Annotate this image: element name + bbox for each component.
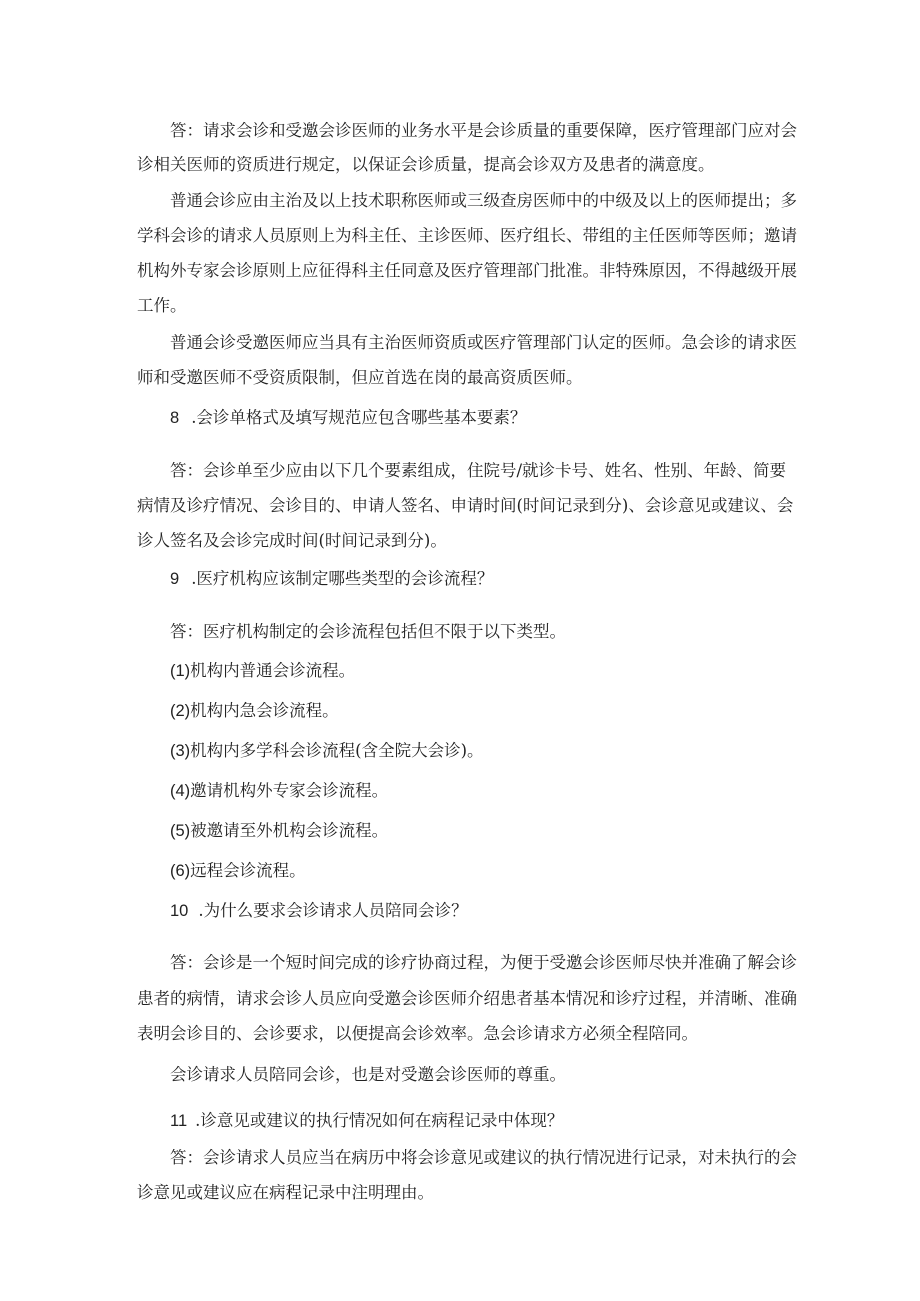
answer-line: 诊人签名及会诊完成时间(时间记录到分)。 [137, 531, 447, 550]
answer-line: 诊意见或建议应在病程记录中注明理由。 [137, 1183, 434, 1202]
question-text: .会诊单格式及填写规范应包含哪些基本要素？ [191, 408, 527, 427]
question-text: .为什么要求会诊请求人员陪同会诊？ [198, 901, 468, 920]
paragraph-line: 师和受邀医师不受资质限制，但应首选在岗的最高资质医师。 [137, 368, 583, 387]
answer-line: 表明会诊目的、会诊要求，以便提高会诊效率。急会诊请求方必须全程陪同。 [137, 1024, 698, 1043]
answer-line: 答：会诊单至少应由以下几个要素组成，住院号/就诊卡号、姓名、性别、年龄、简要 [170, 461, 787, 480]
list-item: (1)机构内普通会诊流程。 [170, 661, 356, 680]
paragraph-line: 普通会诊受邀医师应当具有主治医师资质或医疗管理部门认定的医师。急会诊的请求医 [170, 333, 797, 352]
answer-line: 答：会诊请求人员应当在病历中将会诊意见或建议的执行情况进行记录，对未执行的会 [170, 1148, 797, 1167]
paragraph-line: 工作。 [137, 296, 187, 315]
list-item: (3)机构内多学科会诊流程(含全院大会诊)。 [170, 741, 484, 760]
list-item: (5)被邀请至外机构会诊流程。 [170, 821, 389, 840]
question-11 [170, 1111, 563, 1131]
question-10 [170, 901, 468, 921]
paragraph-line: 答：请求会诊和受邀会诊医师的业务水平是会诊质量的重要保障，医疗管理部门应对会 [170, 121, 797, 140]
answer-line: 答：会诊是一个短时间完成的诊疗协商过程，为便于受邀会诊医师尽快并准确了解会诊 [170, 953, 797, 972]
answer-line: 患者的病情，请求会诊人员应向受邀会诊医师介绍患者基本情况和诊疗过程，并清晰、准确 [137, 989, 797, 1008]
question-number: 11 [170, 1112, 188, 1130]
answer-line: 会诊请求人员陪同会诊，也是对受邀会诊医师的尊重。 [170, 1065, 566, 1084]
paragraph-line: 学科会诊的请求人员原则上为科主任、主诊医师、医疗组长、带组的主任医师等医师；邀请 [137, 226, 797, 245]
list-item: (2)机构内急会诊流程。 [170, 701, 339, 720]
question-number: 9 [170, 570, 180, 588]
list-item: (4)邀请机构外专家会诊流程。 [170, 781, 389, 800]
question-number: 10 [170, 902, 189, 920]
question-number: 8 [170, 409, 180, 427]
paragraph-line: 机构外专家会诊原则上应征得科主任同意及医疗管理部门批准。非特殊原因，不得越级开展 [137, 261, 797, 280]
question-9 [170, 569, 493, 589]
question-text: .医疗机构应该制定哪些类型的会诊流程？ [191, 569, 494, 588]
answer-line: 病情及诊疗情况、会诊目的、申请人签名、申请时间(时间记录到分)、会诊意见或建议、会 [137, 496, 794, 515]
question-text: .诊意见或建议的执行情况如何在病程记录中体现？ [195, 1111, 564, 1130]
list-item: (6)远程会诊流程。 [170, 861, 306, 880]
answer-intro: 答：医疗机构制定的会诊流程包括但不限于以下类型。 [170, 622, 566, 641]
question-8 [170, 408, 526, 428]
paragraph-line: 诊相关医师的资质进行规定，以保证会诊质量，提高会诊双方及患者的满意度。 [137, 155, 715, 174]
paragraph-line: 普通会诊应由主治及以上技术职称医师或三级查房医师中的中级及以上的医师提出；多 [170, 191, 797, 210]
